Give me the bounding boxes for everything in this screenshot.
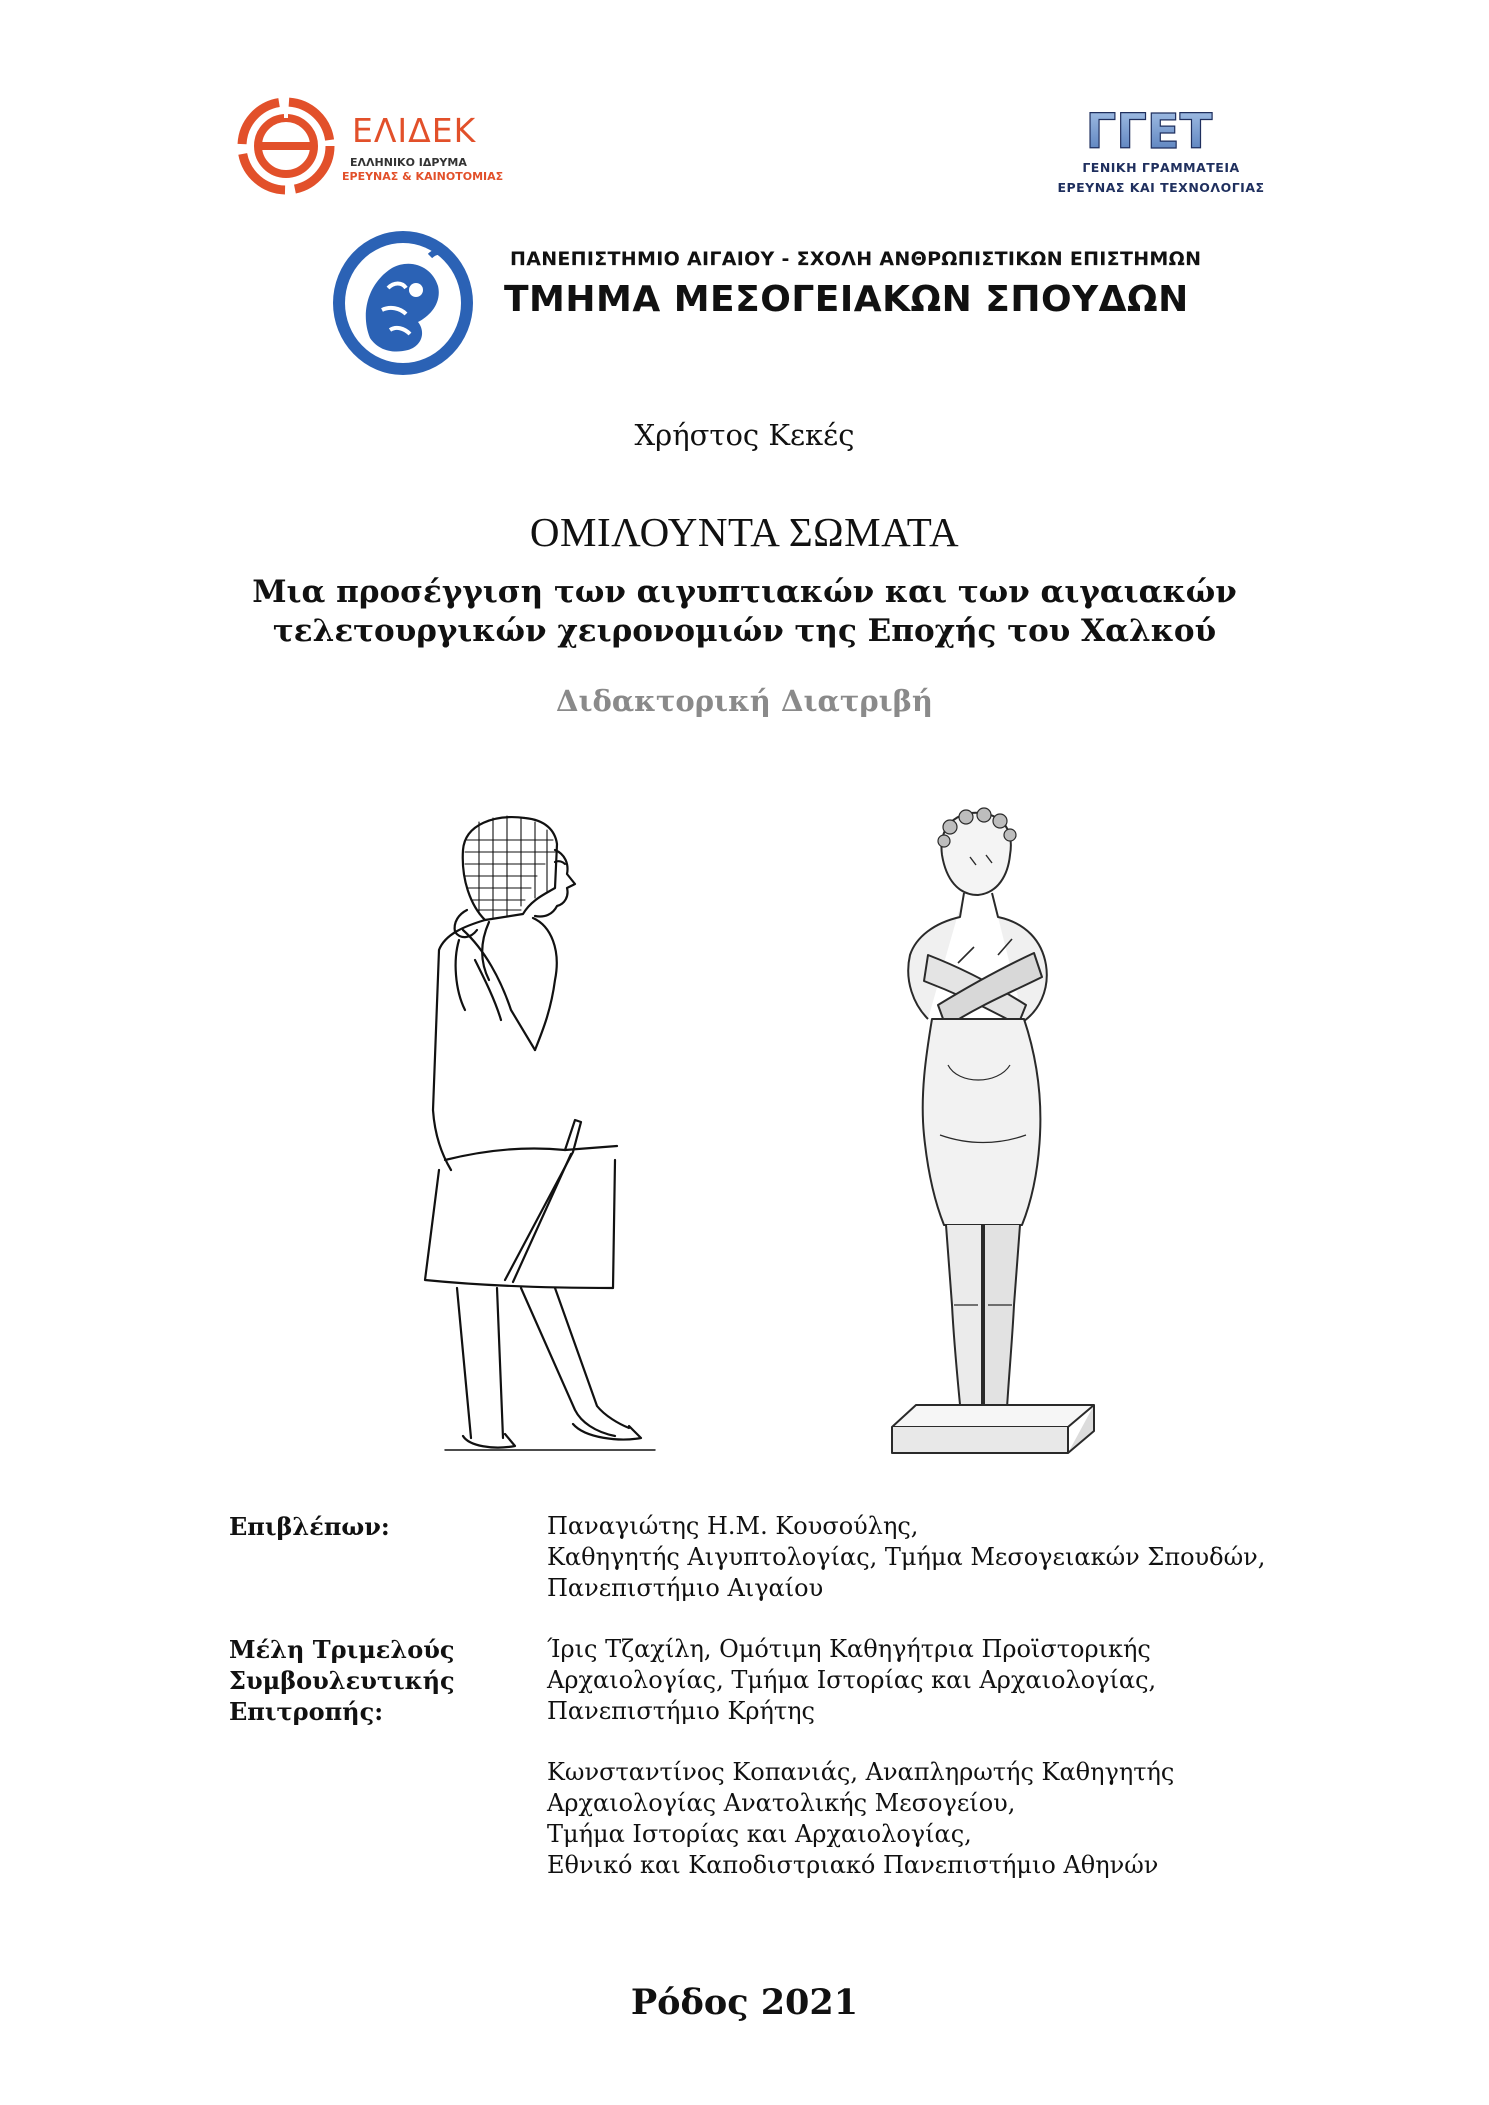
committee-label-line: Επιτροπής: <box>229 1697 384 1726</box>
author-name: Χρήστος Κεκές <box>634 418 855 452</box>
supervisor-line: Πανεπιστήμιο Αιγαίου <box>547 1574 824 1602</box>
aegean-department-logo <box>330 228 1202 378</box>
thesis-title: ΟΜΙΛΟΥΝΤΑ ΣΩΜΑΤΑ <box>529 509 960 555</box>
committee-members-label <box>229 1634 455 1727</box>
gget-subtitle-1: ΓΕΝΙΚΗ ΓΡΑΜΜΑΤΕΙΑ <box>1082 160 1240 175</box>
committee-member-2 <box>547 1757 1174 1881</box>
gget-mark-text: ΓΓΕΤ <box>1085 108 1213 154</box>
supervisor-line: Παναγιώτης Η.Μ. Κουσούλης, <box>547 1512 919 1540</box>
supervisor-line: Καθηγητής Αιγυπτολογίας, Τμήμα Μεσογειακών Σπουδών, <box>547 1543 1266 1571</box>
member-line: Αρχαιολογίας Ανατολικής Μεσογείου, <box>547 1789 1016 1817</box>
document-type: Διδακτορική Διατριβή <box>555 684 934 718</box>
member-line: Πανεπιστήμιο Κρήτης <box>547 1697 815 1725</box>
aegean-coin-emblem-icon <box>330 228 476 378</box>
department-heading: ΤΜΗΜΑ ΜΕΣΟΓΕΙΑΚΩΝ ΣΠΟΥΔΩΝ <box>504 279 1189 320</box>
elidek-name: ΕΛΙΔΕΚ <box>352 111 477 150</box>
member-line: Ίρις Τζαχίλη, Ομότιμη Καθηγήτρια Προϊστορικής <box>547 1635 1151 1663</box>
egyptian-figure-drawing <box>405 810 725 1460</box>
member-line: Τμήμα Ιστορίας και Αρχαιολογίας, <box>547 1820 972 1848</box>
thesis-subtitle-line-1: Μια προσέγγιση των αιγυπτιακών και των αιγαιακών <box>252 574 1237 610</box>
elidek-subtitle-1: ΕΛΛΗΝΙΚΟ ΙΔΡΥΜΑ <box>350 156 467 169</box>
member-line: Κωνσταντίνος Κοπανιάς, Αναπληρωτής Καθηγητής <box>547 1758 1175 1786</box>
thesis-subtitle-line-2: τελετουργικών χειρονομιών της Εποχής του Χαλκού <box>272 613 1217 649</box>
elidek-logo <box>236 96 516 196</box>
member-line: Αρχαιολογίας, Τμήμα Ιστορίας και Αρχαιολογίας, <box>547 1666 1157 1694</box>
committee-member-1 <box>547 1634 1156 1727</box>
committee-label-line: Συμβουλευτικής <box>229 1666 455 1695</box>
committee-label-line: Μέλη Τριμελούς <box>229 1635 455 1664</box>
university-school-heading: ΠΑΝΕΠΙΣΤΗΜΙΟ ΑΙΓΑΙΟΥ - ΣΧΟΛΗ ΑΝΘΡΩΠΙΣΤΙΚΩΝ ΕΠΙΣΤΗΜΩΝ <box>510 248 1202 270</box>
member-line: Εθνικό και Καποδιστριακό Πανεπιστήμιο Αθηνών <box>547 1851 1159 1879</box>
elidek-emblem-icon <box>236 96 336 196</box>
gget-mark-icon <box>1066 108 1232 154</box>
aegean-figurine-image <box>858 805 1108 1465</box>
gget-logo <box>1046 108 1276 204</box>
supervisor-details <box>547 1511 1265 1604</box>
place-and-year: Ρόδος 2021 <box>630 1982 859 2023</box>
supervisor-label: Επιβλέπων: <box>229 1512 390 1541</box>
elidek-subtitle-2: ΕΡΕΥΝΑΣ & ΚΑΙΝΟΤΟΜΙΑΣ <box>342 170 504 183</box>
gget-subtitle-2: ΕΡΕΥΝΑΣ ΚΑΙ ΤΕΧΝΟΛΟΓΙΑΣ <box>1057 180 1265 195</box>
